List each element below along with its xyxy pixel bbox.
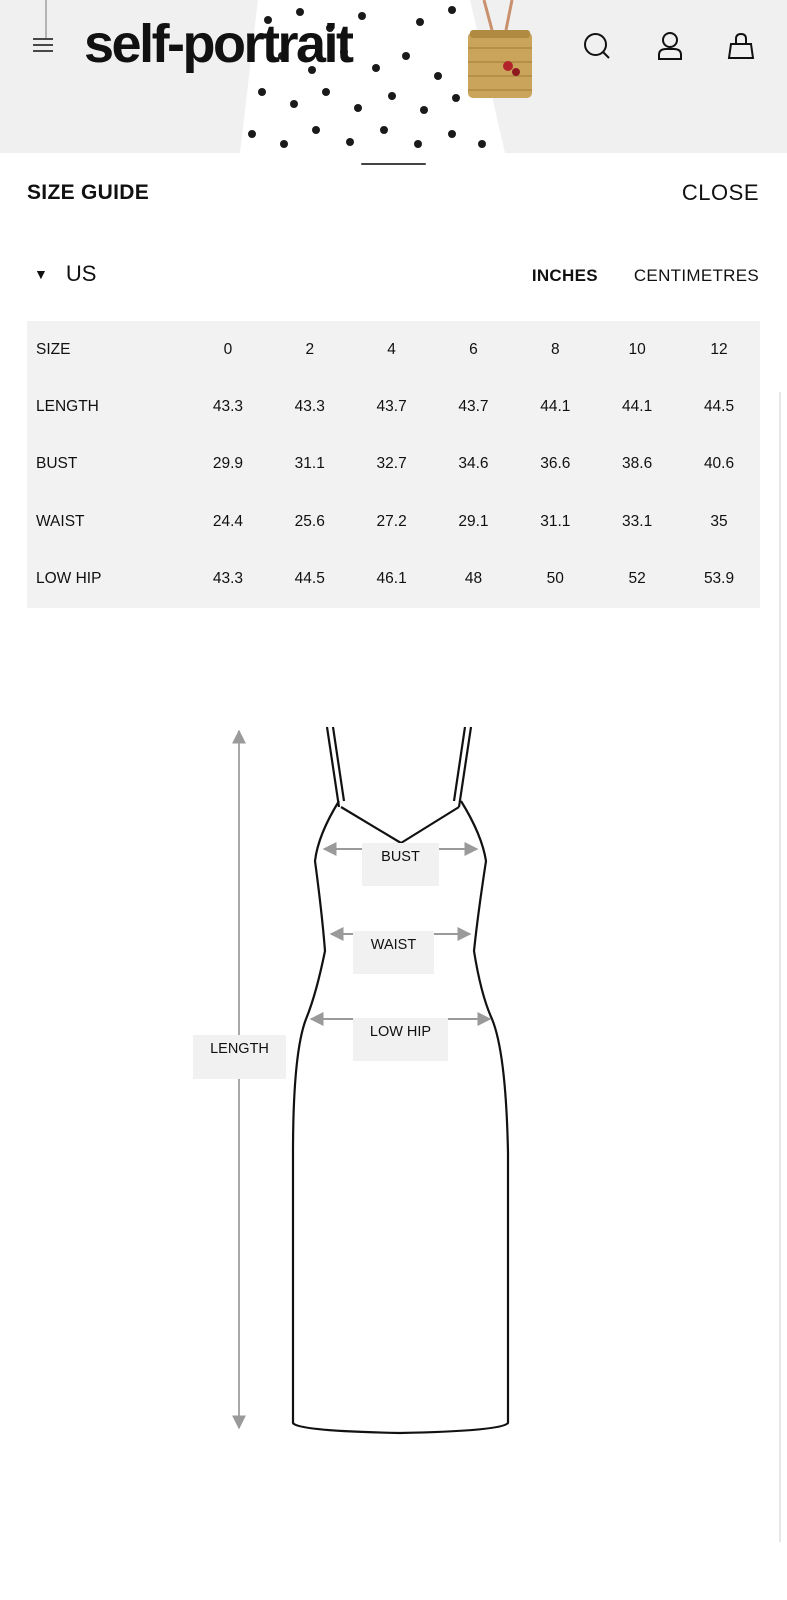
value-cell: 34.6 (458, 455, 489, 473)
unit-centimetres-button[interactable]: CENTIMETRES (633, 266, 759, 285)
size-cell: 4 (387, 340, 396, 358)
size-cell: 2 (305, 340, 315, 358)
value-cell: 29.1 (458, 512, 489, 530)
waist-label: WAIST (353, 931, 434, 974)
value-cell: 27.2 (376, 512, 407, 530)
value-cell: 31.1 (294, 455, 325, 473)
value-cell: 43.3 (212, 570, 243, 588)
value-cell: 44.1 (622, 398, 653, 416)
table-row (27, 436, 760, 493)
unit-inches-button[interactable]: INCHES (531, 266, 598, 285)
menu-button[interactable] (28, 30, 58, 60)
user-icon (656, 31, 684, 61)
row-label: LENGTH (36, 398, 99, 416)
table-row (27, 378, 760, 435)
dress-outline (293, 727, 508, 1433)
size-cell: 10 (628, 340, 646, 358)
value-cell: 43.7 (376, 398, 407, 416)
value-cell: 46.1 (376, 570, 407, 588)
value-cell: 50 (546, 570, 564, 588)
value-cell: 31.1 (540, 512, 571, 530)
length-label: LENGTH (193, 1035, 286, 1079)
value-cell: 24.4 (212, 512, 243, 530)
value-cell: 35 (710, 512, 728, 530)
value-cell: 36.6 (540, 455, 571, 473)
size-guide-title: SIZE GUIDE (27, 181, 150, 204)
region-label: US (65, 261, 97, 286)
close-button[interactable]: CLOSE (681, 180, 759, 205)
row-label: BUST (36, 455, 78, 473)
size-guide-sheet (0, 153, 787, 1600)
unit-toggle (532, 266, 759, 286)
value-cell: 52 (628, 570, 646, 588)
value-cell: 29.9 (212, 455, 243, 473)
shopping-bag-icon (727, 32, 755, 60)
size-cell: 6 (469, 340, 478, 358)
caret-down-icon: ▼ (34, 266, 48, 282)
value-cell: 44.5 (703, 398, 735, 416)
value-cell: 44.5 (294, 570, 325, 588)
table-header-row (27, 321, 760, 378)
search-icon (582, 31, 612, 61)
value-cell: 53.9 (703, 570, 735, 588)
value-cell: 25.6 (294, 512, 325, 530)
bust-label: BUST (362, 843, 439, 886)
value-cell: 43.3 (294, 398, 325, 416)
table-row (27, 493, 760, 550)
search-button[interactable] (579, 28, 615, 64)
value-cell: 43.7 (458, 398, 489, 416)
value-cell: 32.7 (376, 455, 407, 473)
value-cell: 44.1 (540, 398, 571, 416)
value-cell: 43.3 (212, 398, 243, 416)
value-cell: 40.6 (703, 455, 735, 473)
size-cell: 8 (550, 340, 560, 358)
brand-logo[interactable]: self-portrait (84, 14, 352, 74)
sheet-drag-handle[interactable] (361, 163, 426, 165)
table-row (27, 551, 760, 608)
site-header (0, 0, 787, 92)
low-hip-label: LOW HIP (353, 1018, 448, 1061)
value-cell: 48 (464, 570, 483, 588)
region-select[interactable] (34, 261, 96, 287)
row-label: LOW HIP (36, 570, 102, 588)
size-table (27, 321, 760, 608)
hamburger-icon (32, 37, 54, 53)
row-label: WAIST (36, 512, 85, 530)
account-button[interactable] (652, 28, 688, 64)
value-cell: 38.6 (622, 455, 653, 473)
product-image-hero (0, 0, 787, 153)
scrollbar[interactable] (779, 392, 781, 1542)
value-cell: 33.1 (622, 512, 653, 530)
size-cell: 12 (710, 340, 728, 358)
size-cell: 0 (223, 340, 233, 358)
header-cell: SIZE (36, 340, 71, 358)
bag-button[interactable] (723, 28, 759, 64)
